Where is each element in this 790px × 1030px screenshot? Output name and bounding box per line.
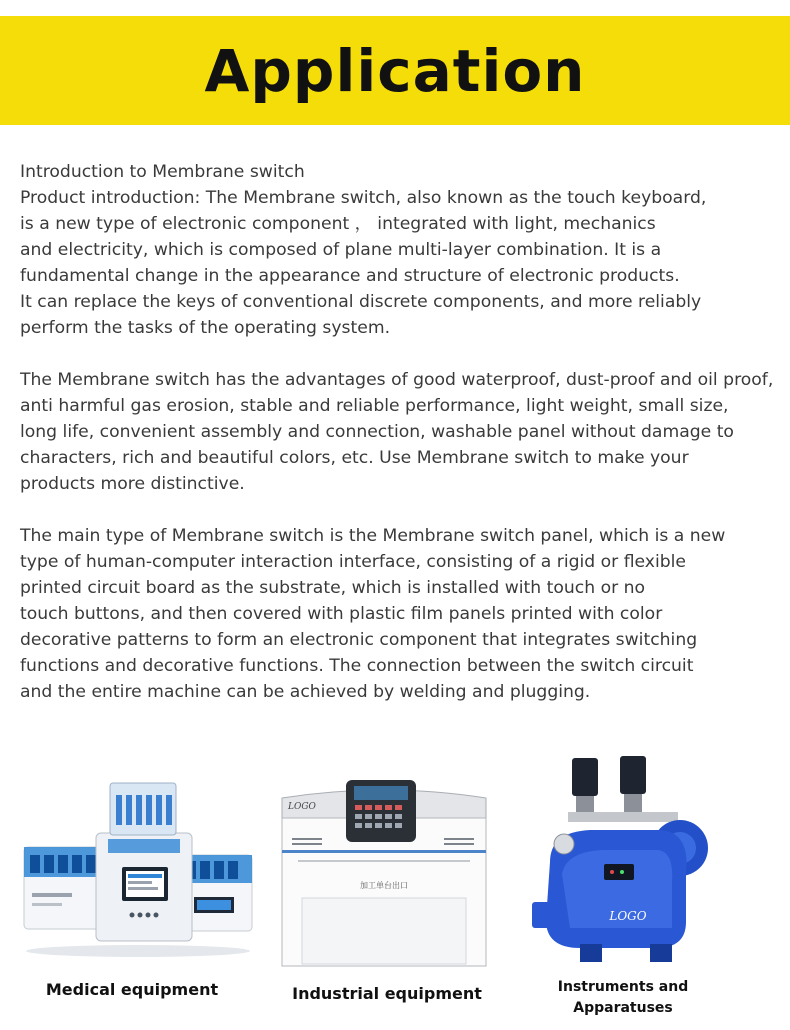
instrument-apparatus-caption bbox=[538, 977, 708, 1019]
panel-text: 加工单台出口 bbox=[360, 881, 408, 890]
page-title: Application bbox=[204, 36, 586, 105]
text-line: It can replace the keys of conventional discrete components, and more reliably bbox=[20, 292, 702, 312]
text-line: anti harmful gas erosion, stable and reliable performance, light weight, small size, bbox=[20, 396, 729, 416]
paragraph-gap bbox=[20, 341, 780, 367]
text-line: is a new type of electronic component ， integrated with light, mechanics bbox=[20, 214, 656, 234]
medical-equipment-caption: Medical equipment bbox=[45, 980, 219, 999]
caption-line: Apparatuses bbox=[573, 1000, 673, 1016]
medical-equipment-image bbox=[22, 775, 254, 965]
intro-text bbox=[20, 159, 780, 705]
text-line: touch buttons, and then covered with plastic film panels printed with color bbox=[20, 604, 663, 624]
text-line: Product introduction: The Membrane switch, also known as the touch keyboard, bbox=[20, 188, 707, 208]
paragraph-3 bbox=[20, 523, 780, 705]
header-banner bbox=[0, 16, 790, 125]
instrument-apparatus-image bbox=[510, 752, 740, 966]
text-line: type of human-computer interaction interface, consisting of a rigid or flexible bbox=[20, 552, 686, 572]
logo-text: LOGO bbox=[609, 909, 647, 923]
text-line: and the entire machine can be achieved by welding and plugging. bbox=[20, 682, 591, 702]
text-line: characters, rich and beautiful colors, etc. Use Membrane switch to make your bbox=[20, 448, 689, 468]
industrial-equipment-caption: Industrial equipment bbox=[292, 984, 482, 1003]
text-line: long life, convenient assembly and connection, washable panel without damage to bbox=[20, 422, 734, 442]
text-line: decorative patterns to form an electronic component that integrates switching bbox=[20, 630, 698, 650]
paragraph-gap bbox=[20, 497, 780, 523]
paragraph-2 bbox=[20, 367, 780, 497]
text-line: products more distinctive. bbox=[20, 474, 245, 494]
text-line: functions and decorative functions. The connection between the switch circuit bbox=[20, 656, 694, 676]
caption-line: Instruments and bbox=[557, 979, 689, 995]
text-line: The main type of Membrane switch is the Membrane switch panel, which is a new bbox=[20, 526, 726, 546]
industrial-equipment-image bbox=[278, 778, 490, 968]
text-line: The Membrane switch has the advantages of good waterproof, dust-proof and oil proof, bbox=[20, 370, 774, 390]
text-line: printed circuit board as the substrate, which is installed with touch or no bbox=[20, 578, 646, 598]
paragraph-1 bbox=[20, 159, 780, 341]
text-line: fundamental change in the appearance and structure of electronic products. bbox=[20, 266, 680, 286]
text-line: and electricity, which is composed of plane multi-layer combination. It is a bbox=[20, 240, 662, 260]
logo-text: LOGO bbox=[288, 802, 316, 812]
text-line: Introduction to Membrane switch bbox=[20, 162, 305, 182]
text-line: perform the tasks of the operating system. bbox=[20, 318, 391, 338]
